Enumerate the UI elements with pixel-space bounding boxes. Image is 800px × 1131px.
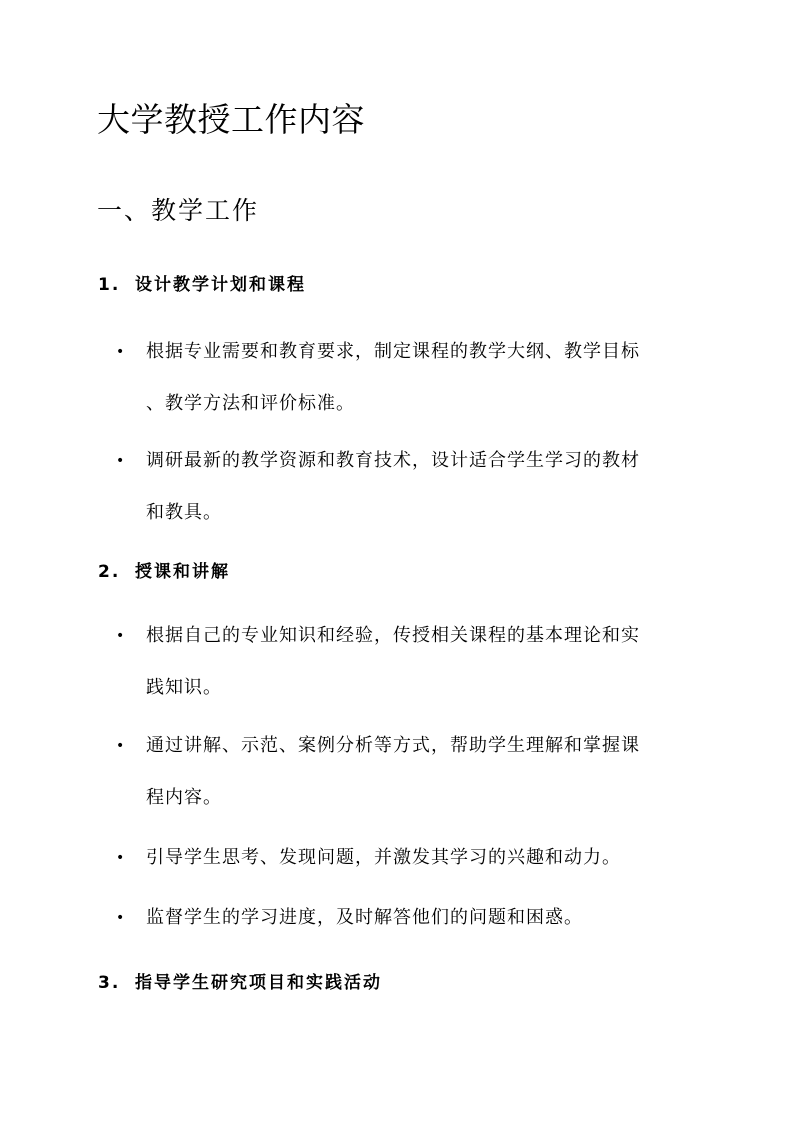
list-item-text: 调研最新的教学资源和教育技术，设计适合学生学习的教材: [146, 450, 640, 471]
bullet-icon: •: [116, 738, 126, 754]
list-item-text: 根据专业需要和教育要求，制定课程的教学大纲、教学目标: [146, 341, 640, 362]
list-item-text: 根据自己的专业知识和经验，传授相关课程的基本理论和实: [146, 625, 640, 646]
bullet-icon: •: [116, 453, 126, 469]
list-item-text: 践知识。: [146, 677, 222, 698]
document-title: 大学教授工作内容: [97, 100, 365, 139]
list-item-text: 监督学生的学习进度，及时解答他们的问题和困惑。: [146, 907, 583, 928]
bullet-icon: •: [116, 850, 126, 866]
list-item-text: 、教学方法和评价标准。: [146, 393, 355, 414]
list-item-text: 和教具。: [146, 502, 222, 523]
subsection-title: 设计教学计划和课程: [135, 275, 306, 295]
bullet-icon: •: [116, 344, 126, 360]
subsection-title: 指导学生研究项目和实践活动: [135, 973, 382, 993]
subsection-heading-3: [98, 970, 382, 996]
list-item-text: 程内容。: [146, 787, 222, 808]
list-item-text: 引导学生思考、发现问题，并激发其学习的兴趣和动力。: [146, 847, 621, 868]
subsection-number: 3.: [98, 973, 121, 993]
bullet-icon: •: [116, 628, 126, 644]
list-item-text: 通过讲解、示范、案例分析等方式，帮助学生理解和掌握课: [146, 735, 640, 756]
subsection-heading-1: [98, 272, 306, 298]
subsection-number: 2.: [98, 562, 121, 582]
subsection-title: 授课和讲解: [135, 562, 230, 582]
section-heading: 一、教学工作: [97, 196, 260, 225]
bullet-icon: •: [116, 910, 126, 926]
subsection-heading-2: [98, 559, 230, 585]
subsection-number: 1.: [98, 275, 121, 295]
